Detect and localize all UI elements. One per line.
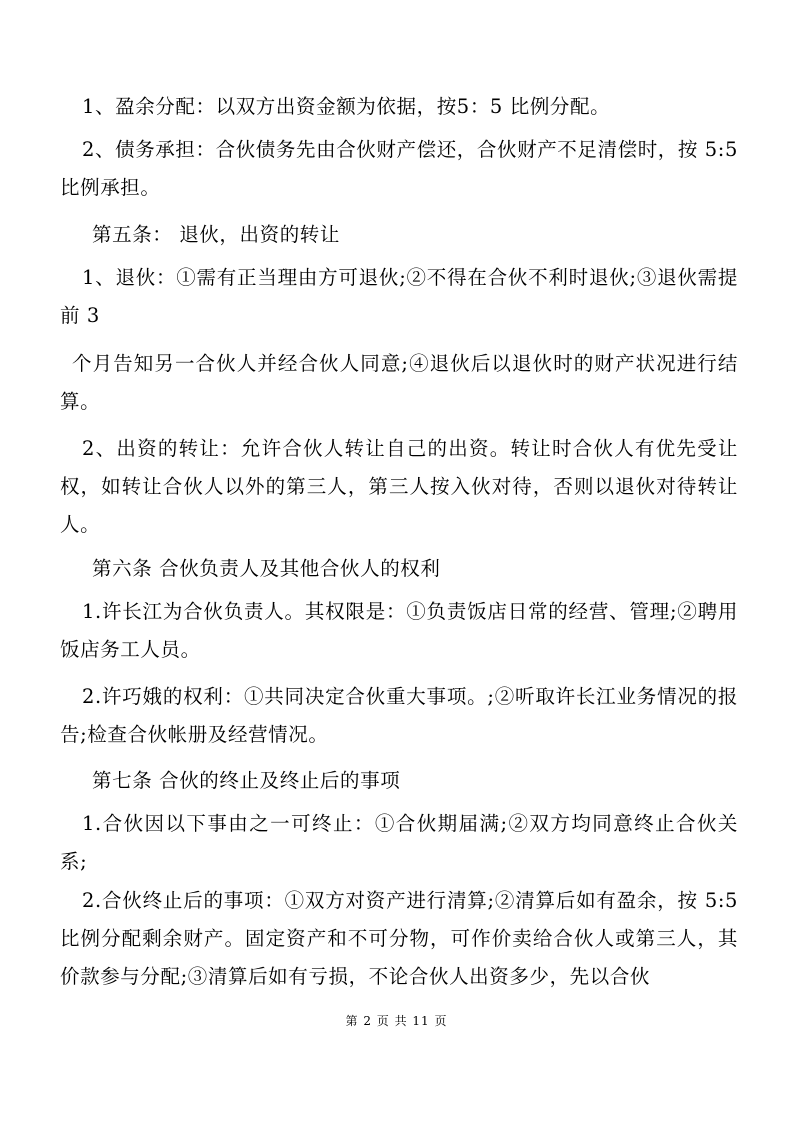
paragraph-partner-in-charge: 1.许长江为合伙负责人。其权限是：①负责饭店日常的经营、管理;②聘用饭店务工人员。: [60, 600, 738, 661]
paragraph-withdrawal: 1、退伙：①需有正当理由方可退伙;②不得在合伙不利时退伙;③退伙需提前 3: [60, 266, 738, 327]
heading-article-six: 第六条 合伙负责人及其他合伙人的权利: [92, 557, 441, 580]
page-number-footer: 第 2 页 共 11 页: [345, 1014, 448, 1028]
heading-article-seven: 第七条 合伙的终止及终止后的事项: [92, 769, 401, 792]
heading-article-five: 第五条： 退伙，出资的转让: [92, 223, 340, 246]
paragraph-profit-distribution: 1、盈余分配：以双方出资金额为依据，按5：5 比例分配。: [82, 95, 611, 118]
paragraph-debt-liability: 2、债务承担：合伙债务先由合伙财产偿还，合伙财产不足清偿时，按 5:5 比例承担。: [60, 138, 738, 199]
paragraph-capital-transfer: 2、出资的转让：允许合伙人转让自己的出资。转让时合伙人有优先受让权，如转让合伙人以外的第三人，第三人按入伙对待，否则以退伙对待转让人。: [60, 437, 738, 536]
paragraph-termination-causes: 1.合伙因以下事由之一可终止：①合伙期届满;②双方均同意终止合伙关系;: [60, 812, 738, 873]
paragraph-partner-rights: 2.许巧娥的权利：①共同决定合伙重大事项。;②听取许长江业务情况的报告;检查合伙帐册及经营情况。: [60, 685, 738, 746]
paragraph-withdrawal-continued: 个月告知另一合伙人并经合伙人同意;④退伙后以退伙时的财产状况进行结算。: [60, 352, 738, 413]
paragraph-post-termination: 2.合伙终止后的事项：①双方对资产进行清算;②清算后如有盈余，按 5:5 比例分配剩余财产。固定资产和不可分物，可作价卖给合伙人或第三人，其价款参与分配;③清算后如有亏损，不论合伙人出资多少，先以合伙: [60, 889, 738, 988]
